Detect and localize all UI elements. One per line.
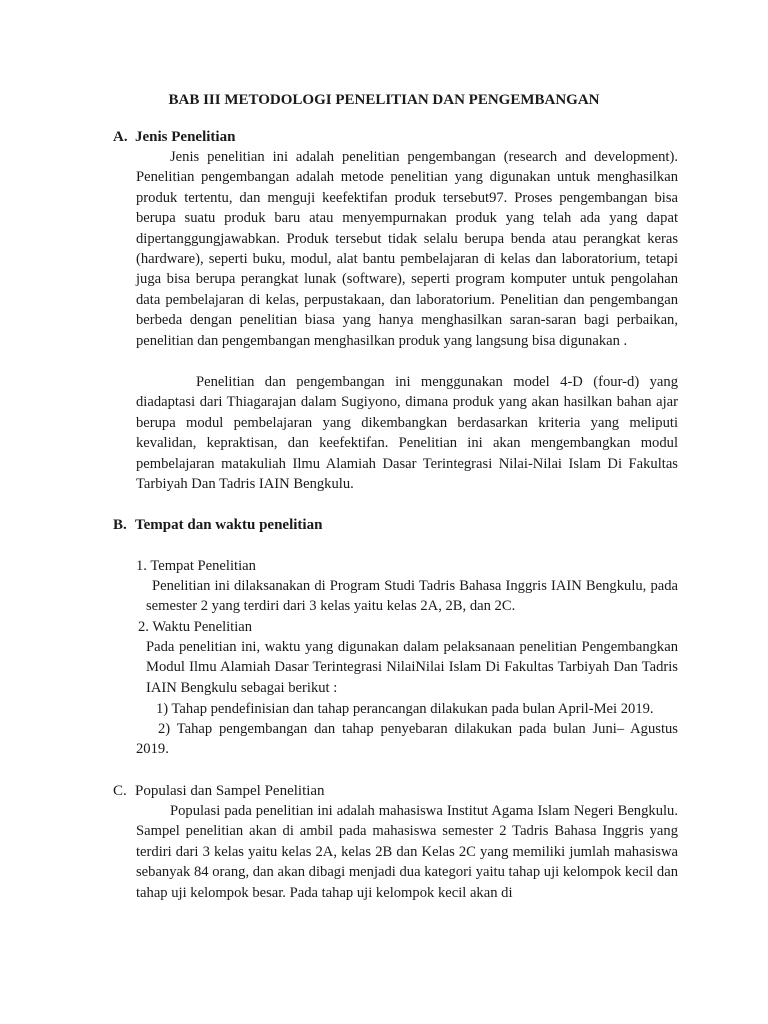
section-b-item-1-text: Penelitian ini dilaksanakan di Program Studi Tadris Bahasa Inggris IAIN Bengkulu, pada semester 2 yang terdiri dari 3 kelas yaitu kelas 2A, 2B, dan 2C.: [146, 578, 678, 615]
section-a-paragraph-1: Jenis penelitian ini adalah penelitian pengembangan (research and development). Penelitian pengembangan adalah metode penelitian yang digunakan untuk menghasilkan produk tertentu, dan menguji keefektifan produk tersebut97. Proses pengembangan bisa berupa suatu produk baru atau menyempurnakan produk yang telah ada yang dapat dipertanggungjawabkan. Produk tersebut tidak selalu berupa benda atau perangkat keras (hardware), seperti buku, modul, alat bantu pembelajaran di kelas dan laboratorium, tetapi juga bisa berupa perangkat lunak (software), seperti program komputer untuk pengolahan data pembelajaran di kelas, perpustakaan, dan laboratorium. Penelitian dan pengembangan berbeda dengan penelitian biasa yang hanya menghasilkan saran-saran bagi perbaikan, penelitian dan pengembangan menghasilkan produk yang langsung bisa digunakan .: [136, 149, 678, 349]
section-a-title: Jenis Penelitian: [135, 129, 236, 145]
section-c-heading: [113, 781, 325, 801]
chapter-title: BAB III METODOLOGI PENELITIAN DAN PENGEMBANGAN: [168, 92, 600, 108]
section-b-stage-1: 1) Tahap pendefinisian dan tahap perancangan dilakukan pada bulan April-Mei 2019.: [156, 701, 654, 717]
section-b-item-2-text: Pada penelitian ini, waktu yang digunakan dalam pelaksanaan penelitian Pengembangkan Modul Ilmu Alamiah Dasar Terintegrasi NilaiNilai Islam Di Fakultas Tarbiyah Dan Tadris IAIN Bengkulu sebagai berikut :: [146, 639, 678, 696]
section-c-paragraph-1: Populasi pada penelitian ini adalah mahasiswa Institut Agama Islam Negeri Bengkulu. Sampel penelitian akan di ambil pada mahasiswa semester 2 Tadris Bahasa Inggris yang terdiri dari 3 kelas yaitu kelas 2A, kelas 2B dan Kelas 2C yang memiliki jumlah mahasiswa sebanyak 84 orang, dan akan dibagi menjadi dua kategori yaitu tahap uji kelompok kecil dan tahap uji kelompok besar. Pada tahap uji kelompok kecil akan di: [136, 803, 678, 901]
section-c-title: Populasi dan Sampel Penelitian: [135, 783, 325, 799]
section-c-letter: C.: [113, 783, 127, 799]
section-b-title: Tempat dan waktu penelitian: [135, 517, 323, 533]
section-a-paragraph-2: Penelitian dan pengembangan ini menggunakan model 4-D (four-d) yang diadaptasi dari Thiagarajan dalam Sugiyono, dimana produk yang akan hasilkan bahan ajar berupa modul pembelajaran yang dikembangkan berdasarkan kriteria yang meliputi kevalidan, kepraktisan, dan keefektifan. Penelitian ini akan mengembangkan modul pembelajaran matakuliah Ilmu Alamiah Dasar Terintegrasi Nilai-Nilai Islam Di Fakultas Tarbiyah Dan Tadris IAIN Bengkulu.: [136, 374, 678, 493]
section-a-letter: A.: [113, 129, 128, 145]
section-a-heading: [113, 127, 235, 147]
section-b-item-1-title: 1. Tempat Penelitian: [136, 558, 256, 574]
section-b-item-2-title: 2. Waktu Penelitian: [138, 619, 253, 635]
section-b-stage-2: 2) Tahap pengembangan dan tahap penyebaran dilakukan pada bulan Juni– Agustus 2019.: [136, 721, 678, 758]
section-b-letter: B.: [113, 517, 127, 533]
section-b-heading: [113, 515, 322, 535]
